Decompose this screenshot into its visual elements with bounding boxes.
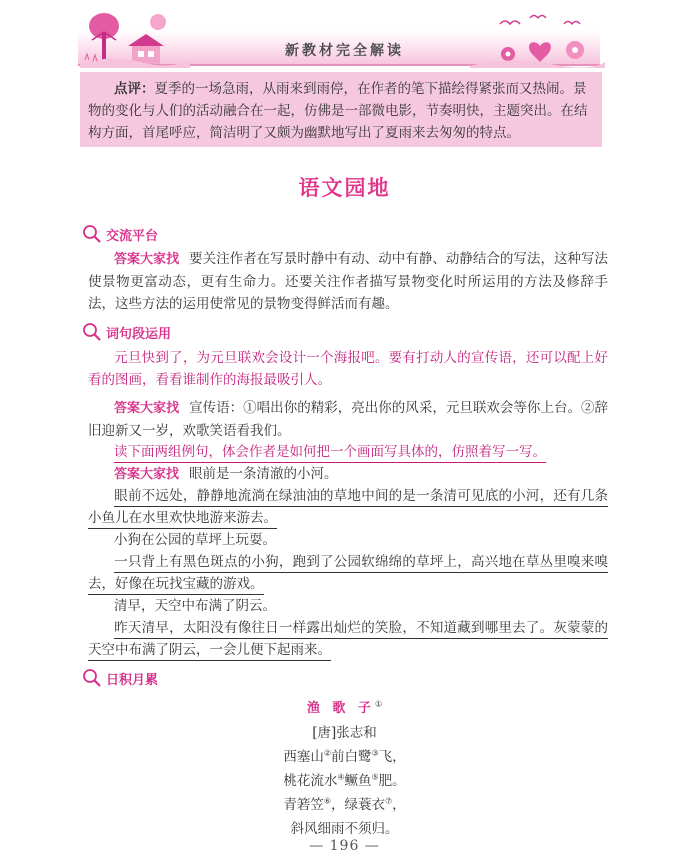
example-text: 小狗在公园的草坪上玩耍。 (114, 532, 276, 548)
answer-text: 要关注作者在写景时静中有动、动中有静、动静结合的写法，这种写法使景物更富动态，更有生命力。还要关注作者描写景物变化时所运用的方法及修辞手法，这些方法的运用使常见的景物变得鲜活而有趣。 (88, 251, 608, 312)
answer-label: 答案大家找 (114, 401, 180, 416)
example-sky-short (88, 595, 608, 617)
answer-river-full (88, 485, 608, 529)
answer-text: 眼前不远处，静静地流淌在绿油油的草地中间的是一条清可见底的小河，还有几条小鱼儿在水里欢快地游来游去。 (88, 488, 608, 529)
answer-label: 答案大家找 (114, 467, 180, 482)
answer-poster (88, 397, 608, 442)
magnifier-icon (82, 668, 102, 688)
heart-icon (529, 42, 551, 62)
page-header (0, 0, 689, 70)
task-examples (88, 441, 608, 463)
answer-label: 答案大家找 (114, 252, 180, 267)
comment-box (80, 72, 602, 147)
book-title: 新教材完全解读 (285, 43, 404, 59)
poem-line: 西塞山②前白鹭③飞， (283, 748, 406, 765)
bird-icon (500, 21, 520, 24)
exchange-answer (88, 248, 608, 315)
comment-label: 点评： (114, 81, 155, 97)
poem-author: [唐]张志和 (312, 725, 377, 741)
birds-flowers-decoration (470, 10, 605, 68)
task-text: 读下面两组例句，体会作者是如何把一个画面写具体的，仿照着写一写。 (114, 444, 546, 463)
poem-footnote-mark: ① (374, 699, 383, 709)
subhead-label: 词句段运用 (106, 326, 172, 342)
subhead-words (82, 321, 171, 343)
answer-text: 眼前是一条清澈的小河。 (189, 466, 338, 482)
task-poster (88, 347, 608, 391)
comment-text: 夏季的一场急雨，从雨来到雨停，在作者的笔下描绘得紧张而又热闹。景物的变化与人们的活动融合在一起，仿佛是一部微电影，节奏明快，主题突出。在结构方面，首尾呼应，简洁明了又颇为幽默地写出了夏雨来去匆匆的特点。 (88, 81, 588, 141)
example-dog-short (88, 529, 608, 551)
magnifier-icon (82, 224, 102, 244)
example-text: 一只背上有黑色斑点的小狗，跑到了公园软绵绵的草坪上，高兴地在草丛里嗅来嗅去，好像在玩找宝藏的游戏。 (88, 554, 608, 595)
section-title: 语文园地 (298, 175, 391, 200)
bird-icon (530, 16, 546, 19)
poem-title: 渔 歌 子 (306, 701, 375, 716)
example-dog-full (88, 551, 608, 595)
poem-line: 斜风细雨不须归。 (290, 821, 399, 837)
poem-line: 青箬笠⑥，绿蓑衣⑦， (283, 796, 406, 813)
sun-icon (150, 14, 166, 30)
poem-line: 桃花流水④鳜鱼⑤肥。 (283, 772, 406, 789)
example-sky-full (88, 617, 608, 661)
answer-river-lead (88, 463, 608, 486)
poem-title-line (0, 697, 689, 716)
subhead-accumulate (82, 667, 158, 689)
answer-text: 宣传语：①唱出你的精彩，亮出你的风采，元旦联欢会等你上台。②辞旧迎新又一岁，欢歌笑语看我们。 (88, 400, 608, 439)
subhead-label: 日积月累 (106, 672, 159, 688)
example-text: 清早，天空中布满了阴云。 (114, 598, 276, 614)
subhead-exchange (82, 223, 158, 245)
page-number: — 196 — (309, 838, 380, 854)
subhead-label: 交流平台 (106, 228, 159, 244)
example-text: 昨天清早，太阳没有像往日一样露出灿烂的笑脸，不知道藏到哪里去了。灰蒙蒙的天空中布满了阴云，一会儿便下起雨来。 (88, 620, 608, 661)
magnifier-icon (82, 322, 102, 342)
task-text: 元旦快到了，为元旦联欢会设计一个海报吧。要有打动人的宣传语，还可以配上好看的图画，看看谁制作的海报最吸引人。 (88, 350, 608, 388)
bird-icon (564, 22, 580, 25)
